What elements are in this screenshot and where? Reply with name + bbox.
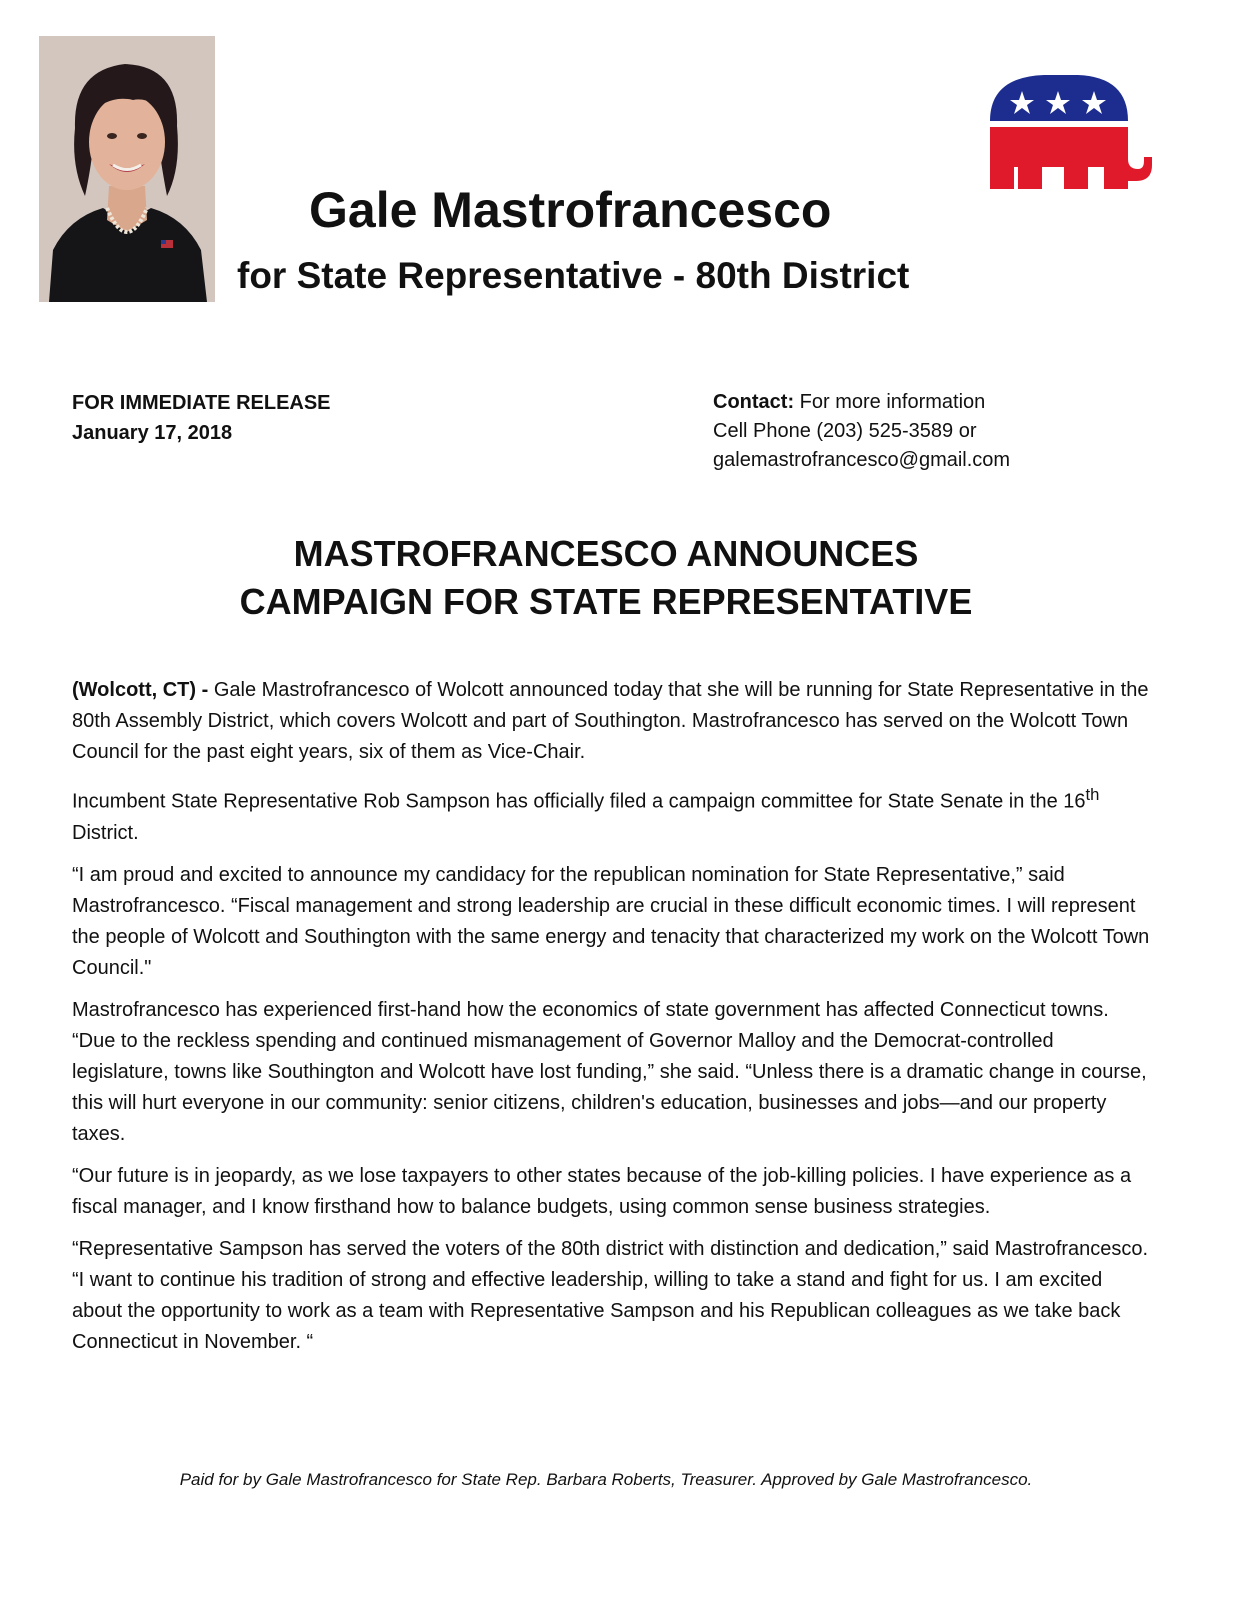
- release-date: January 17, 2018: [72, 422, 233, 444]
- contact-line-1: [713, 388, 1010, 417]
- dateline: (Wolcott, CT) -: [72, 679, 209, 701]
- paragraph-2-text-a: Incumbent State Representative Rob Sampson has officially filed a campaign committee for State Senate in the 16: [72, 790, 1086, 813]
- paragraph-5: “Our future is in jeopardy, as we lose taxpayers to other states because of the job-killing policies. I have experience as a fiscal manager, and I know firsthand how to balance budgets, using common sense business strategies.: [72, 1164, 1132, 1218]
- contact-label: Contact:: [713, 391, 795, 413]
- release-info: [72, 388, 331, 448]
- paragraph-3: “I am proud and excited to announce my candidacy for the republican nomination for State Representative,” said Mastrofrancesco. “Fiscal management and strong leadership are crucial in these difficult economic times. I will represent the people of Wolcott and Southington with the same energy and tenacity that characterized my work on the Wolcott Town Council.": [72, 863, 1150, 979]
- candidate-name: Gale Mastrofrancesco: [309, 182, 832, 238]
- paragraph-2-superscript: th: [1085, 785, 1100, 804]
- paragraph-2: [72, 779, 1152, 849]
- press-release-body: [72, 675, 1152, 1369]
- headline-line-1: MASTROFRANCESCO ANNOUNCES: [293, 533, 919, 574]
- elephant-icon: [988, 73, 1154, 191]
- contact-info: [713, 388, 1010, 475]
- paragraph-4: Mastrofrancesco has experienced first-hand how the economics of state government has affected Connecticut towns. “Due to the reckless spending and continued mismanagement of Governor Malloy and the Democrat-controlled legislature, towns like Southington and Wolcott have lost funding,” she said. “Unless there is a dramatic change in course, this will hurt everyone in our community: senior citizens, children's education, businesses and jobs—and our property taxes.: [72, 998, 1147, 1145]
- contact-phone: Cell Phone (203) 525-3589 or: [713, 420, 977, 442]
- contact-email: galemastrofrancesco@gmail.com: [713, 449, 1011, 471]
- paid-for-disclaimer: Paid for by Gale Mastrofrancesco for State Rep. Barbara Roberts, Treasurer. Approved by Gale Mastrofrancesco.: [179, 1470, 1033, 1489]
- headline-line-2: CAMPAIGN FOR STATE REPRESENTATIVE: [239, 581, 973, 622]
- paragraph-1-text: Gale Mastrofrancesco of Wolcott announced today that she will be running for State Representative in the 80th Assembly District, which covers Wolcott and part of Southington. Mastrofrancesco has served on the Wolcott Town Council for the past eight years, six of them as Vice-Chair.: [72, 679, 1149, 763]
- paragraph-1: [72, 675, 1152, 768]
- headline: [0, 530, 1212, 626]
- contact-line1-text: For more information: [799, 391, 986, 413]
- portrait-icon: [39, 36, 215, 302]
- release-label: FOR IMMEDIATE RELEASE: [72, 392, 331, 414]
- candidate-photo: [39, 36, 215, 302]
- paragraph-2-text-b: District.: [72, 821, 139, 844]
- candidate-office-subtitle: for State Representative - 80th District: [237, 255, 910, 296]
- paragraph-6: “Representative Sampson has served the voters of the 80th district with distinction and dedication,” said Mastrofrancesco. “I want to continue his tradition of strong and effective leadership, willing to take a stand and fight for us. I am excited about the opportunity to work as a team with Representative Sampson and his Republican colleagues as we take back Connecticut in November. “: [72, 1237, 1149, 1353]
- republican-elephant-logo: [988, 73, 1154, 191]
